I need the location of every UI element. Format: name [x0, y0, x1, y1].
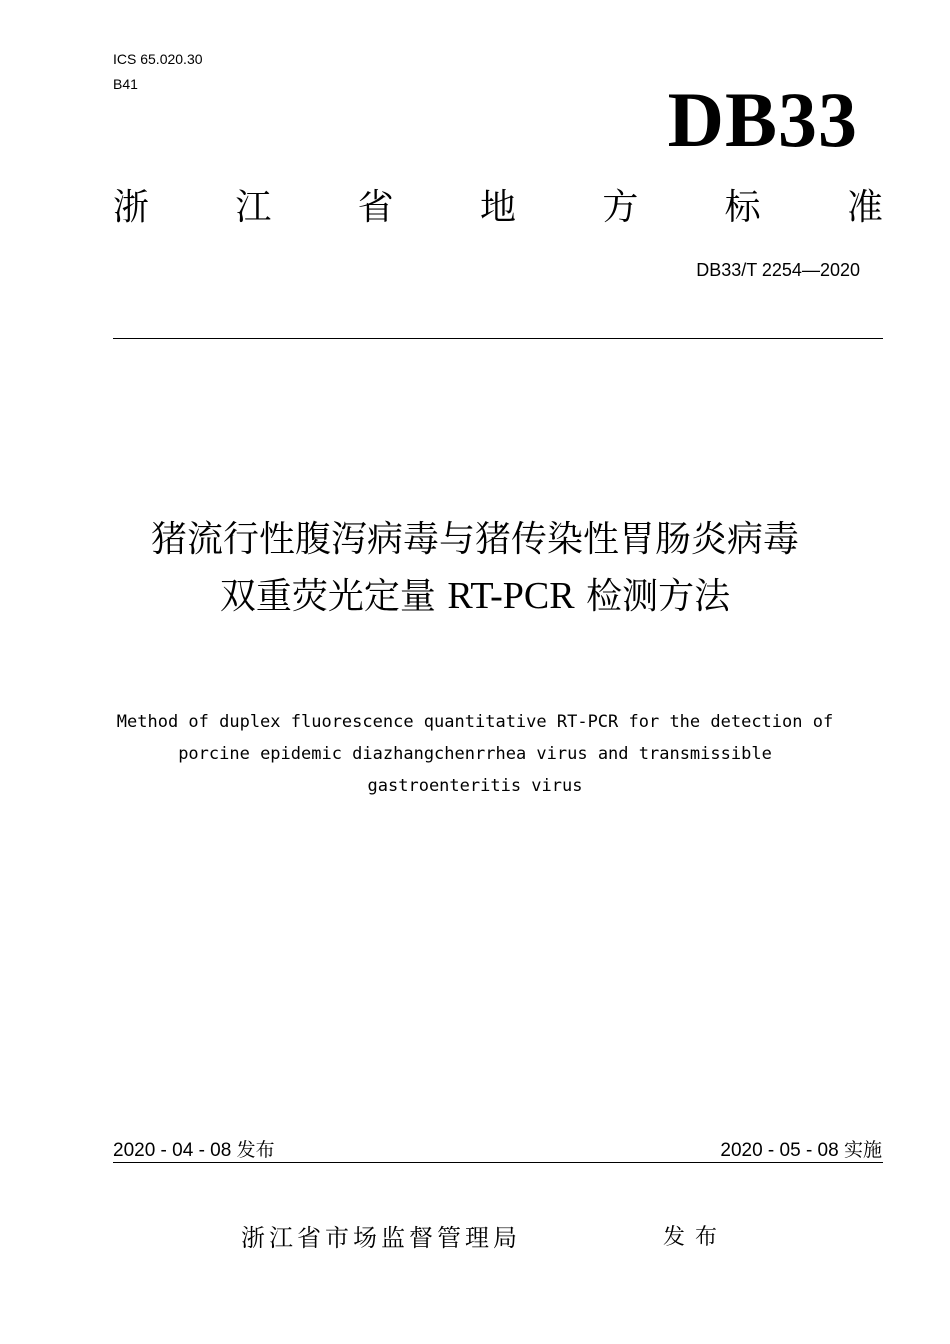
publish-label: 发布: [663, 1225, 728, 1250]
issue-date-value: 2020 - 04 - 08: [113, 1140, 237, 1161]
standard-type-char: 准: [846, 187, 883, 228]
title-chinese-line-2-part-a: 双重荧光定量: [219, 576, 448, 617]
title-chinese-line-1: 猪流行性腹泻病毒与猪传染性胃肠炎病毒: [150, 519, 799, 560]
footer-divider: [113, 1162, 883, 1163]
standard-type: [113, 186, 883, 230]
header-divider: [113, 338, 883, 339]
standard-mark: DB33: [667, 76, 858, 163]
issue-date: [113, 1137, 275, 1164]
standard-type-char: 地: [479, 187, 516, 228]
title-chinese-line-2: [0, 568, 950, 625]
implementation-date-label: 实施: [843, 1139, 882, 1161]
standard-type-char: 方: [602, 187, 639, 228]
standard-type-char: 标: [724, 187, 761, 228]
ccs-code: B41: [113, 76, 138, 92]
implementation-date: [720, 1137, 882, 1164]
title-chinese-line-2-part-c: 检测方法: [574, 576, 731, 617]
implementation-date-value: 2020 - 05 - 08: [720, 1140, 844, 1161]
title-chinese-line-2-part-b: RT-PCR: [447, 575, 575, 617]
title-english-line-1: Method of duplex fluorescence quantitative RT-PCR for the detection of: [116, 712, 834, 732]
standard-type-char: 浙: [113, 187, 150, 228]
ics-code: ICS 65.020.30: [113, 51, 203, 67]
title-chinese: [0, 512, 950, 625]
title-english-line-3: gastroenteritis virus: [367, 776, 583, 796]
title-english-line-2: porcine epidemic diazhangchenrrhea virus and transmissible: [178, 744, 772, 764]
issue-date-label: 发布: [236, 1139, 275, 1161]
title-english: [0, 706, 950, 802]
issuing-authority: 浙江省市场监督管理局: [241, 1224, 521, 1252]
standard-number: DB33/T 2254—2020: [696, 260, 860, 280]
standard-type-char: 江: [235, 187, 272, 228]
standard-type-char: 省: [357, 187, 394, 228]
